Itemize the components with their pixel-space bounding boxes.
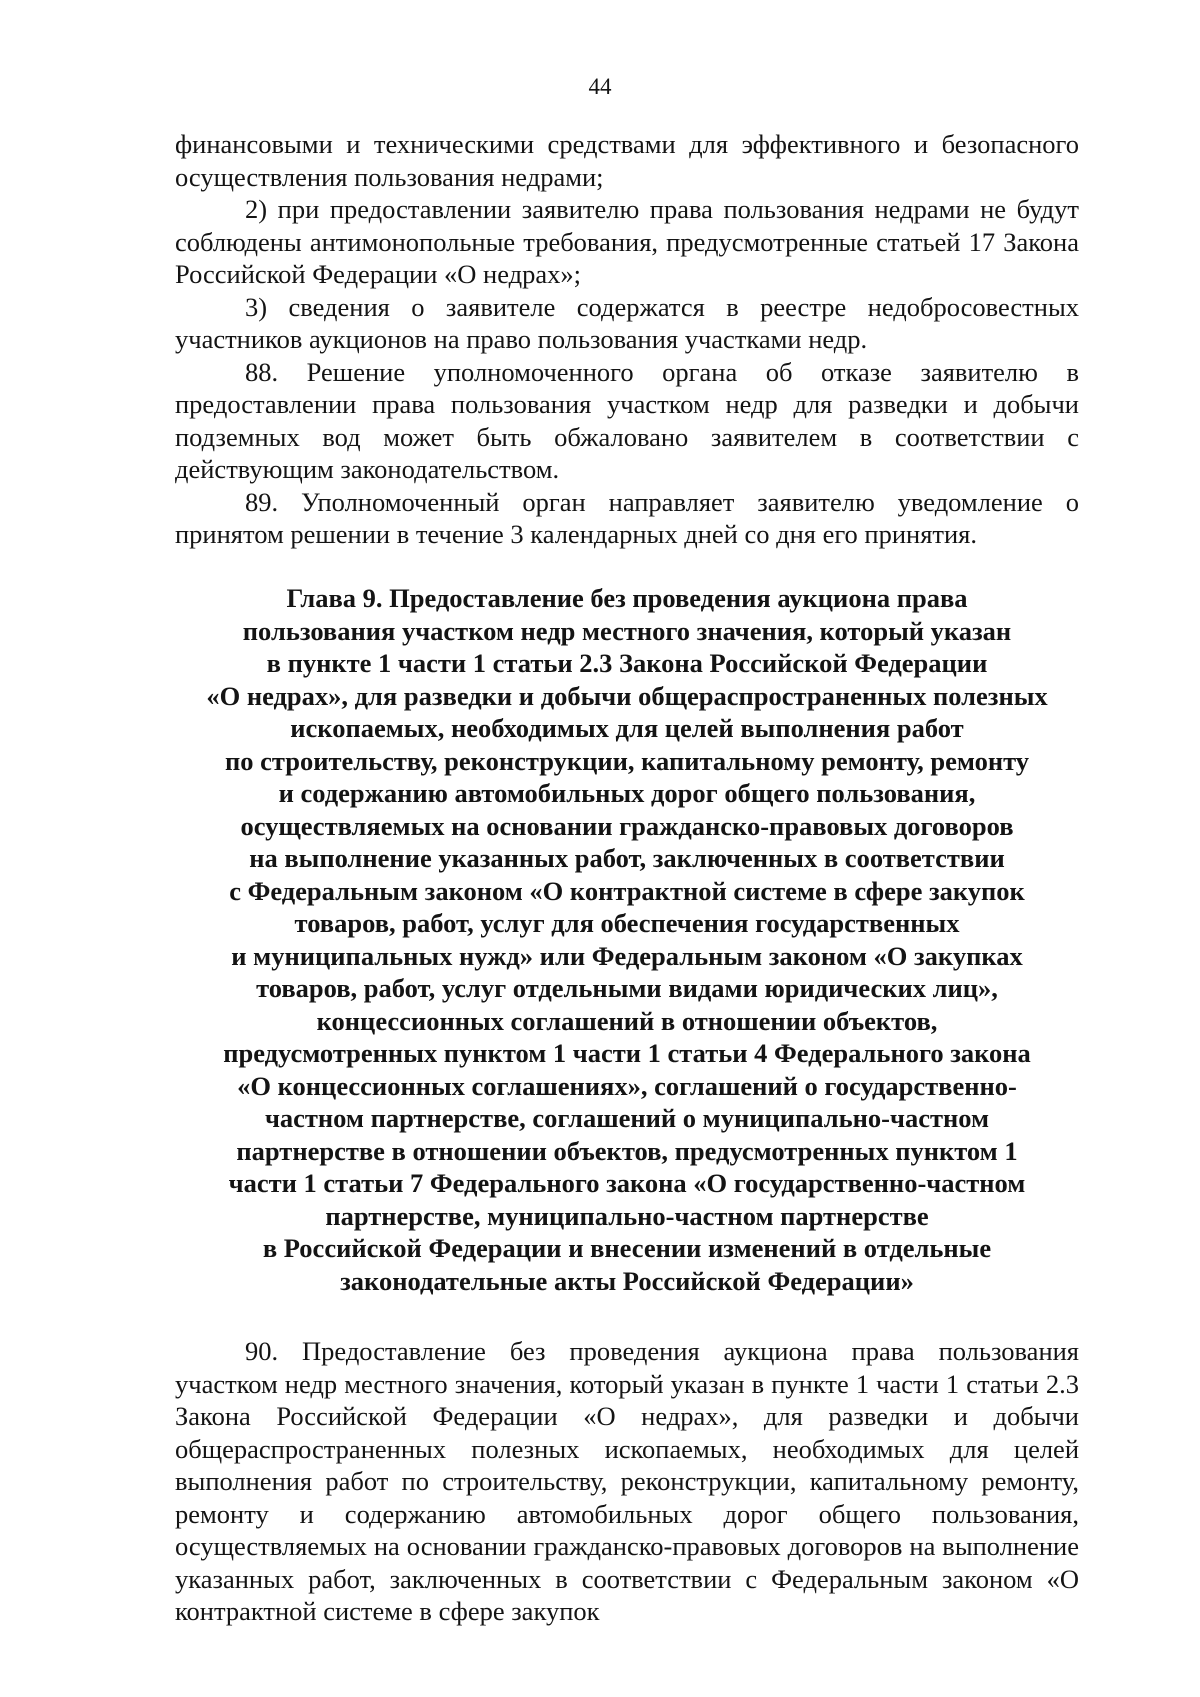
- paragraph-88: 88. Решение уполномоченного органа об отказе заявителю в предоставлении права пользования участком недр для разведки и добычи подземных вод может быть обжаловано заявителем в соответствии с действующим законодательством.: [175, 356, 1079, 484]
- heading-line: на выполнение указанных работ, заключенных в соответствии: [249, 843, 1005, 873]
- body-text-bottom: [175, 1335, 1079, 1628]
- body-text-top: [175, 128, 1079, 551]
- heading-line: и муниципальных нужд» или Федеральным законом «О закупках: [231, 940, 1023, 971]
- heading-line: в Российской Федерации и внесении изменений в отдельные: [262, 1233, 992, 1263]
- heading-line: «О концессионных соглашениях», соглашений о государственно-: [237, 1070, 1017, 1101]
- heading-line: части 1 статьи 7 Федерального закона «О государственно-частном: [228, 1168, 1026, 1198]
- paragraph-item-3: 3) сведения о заявителе содержатся в реестре недобросовестных участников аукционов на право пользования участками недр.: [175, 291, 1079, 354]
- heading-line: ископаемых, необходимых для целей выполнения работ: [290, 713, 964, 743]
- paragraph-90: 90. Предоставление без проведения аукциона права пользования участком недр местного значения, который указан в пункте 1 части 1 статьи 2.3 Закона Российской Федерации «О недрах», для разведки и добычи общераспространенных полезных ископаемых, необходимых для целей выполнения работ по строительству, реконструкции, капитальному ремонту, ремонту и содержанию автомобильных дорог общего пользования, осуществляемых на основании гражданско-правовых договоров на выполнение указанных работ, заключенных в соответствии с Федеральным законом «О контрактной системе в сфере закупок: [175, 1336, 1079, 1626]
- heading-line: пользования участком недр местного значения, который указан: [242, 615, 1012, 646]
- heading-line: партнерстве, муниципально-частном партнерстве: [325, 1200, 929, 1231]
- heading-line: с Федеральным законом «О контрактной системе в сфере закупок: [229, 875, 1025, 906]
- heading-line: предусмотренных пунктом 1 части 1 статьи 4 Федерального закона: [223, 1038, 1031, 1068]
- paragraph-item-2: 2) при предоставлении заявителю права пользования недрами не будут соблюдены антимонопольные требования, предусмотренные статьей 17 Закона Российской Федерации «О недрах»;: [175, 194, 1079, 289]
- chapter-9-heading: [175, 582, 1079, 1297]
- heading-line: осуществляемых на основании гражданско-правовых договоров: [240, 810, 1014, 841]
- page-number: 44: [588, 74, 612, 99]
- heading-line: партнерстве в отношении объектов, предусмотренных пунктом 1: [236, 1135, 1018, 1166]
- heading-line: по строительству, реконструкции, капитальному ремонту, ремонту: [224, 745, 1030, 776]
- heading-line: товаров, работ, услуг отдельными видами юридических лиц»,: [256, 973, 998, 1003]
- heading-line: Глава 9. Предоставление без проведения аукциона права: [286, 583, 968, 613]
- heading-line: законодательные акты Российской Федерации»: [340, 1265, 914, 1296]
- heading-line: концессионных соглашений в отношении объектов,: [316, 1005, 938, 1036]
- paragraph-continuation: финансовыми и техническими средствами для эффективного и безопасного осуществления пользования недрами;: [175, 129, 1079, 192]
- heading-line: в пункте 1 части 1 статьи 2.3 Закона Российской Федерации: [266, 648, 988, 678]
- heading-line: товаров, работ, услуг для обеспечения государственных: [294, 908, 960, 938]
- heading-line: и содержанию автомобильных дорог общего пользования,: [278, 778, 976, 808]
- heading-line: частном партнерстве, соглашений о муниципально-частном: [264, 1103, 990, 1133]
- paragraph-89: 89. Уполномоченный орган направляет заявителю уведомление о принятом решении в течение 3 календарных дней со дня его принятия.: [175, 486, 1079, 549]
- heading-line: «О недрах», для разведки и добычи общераспространенных полезных: [206, 680, 1048, 711]
